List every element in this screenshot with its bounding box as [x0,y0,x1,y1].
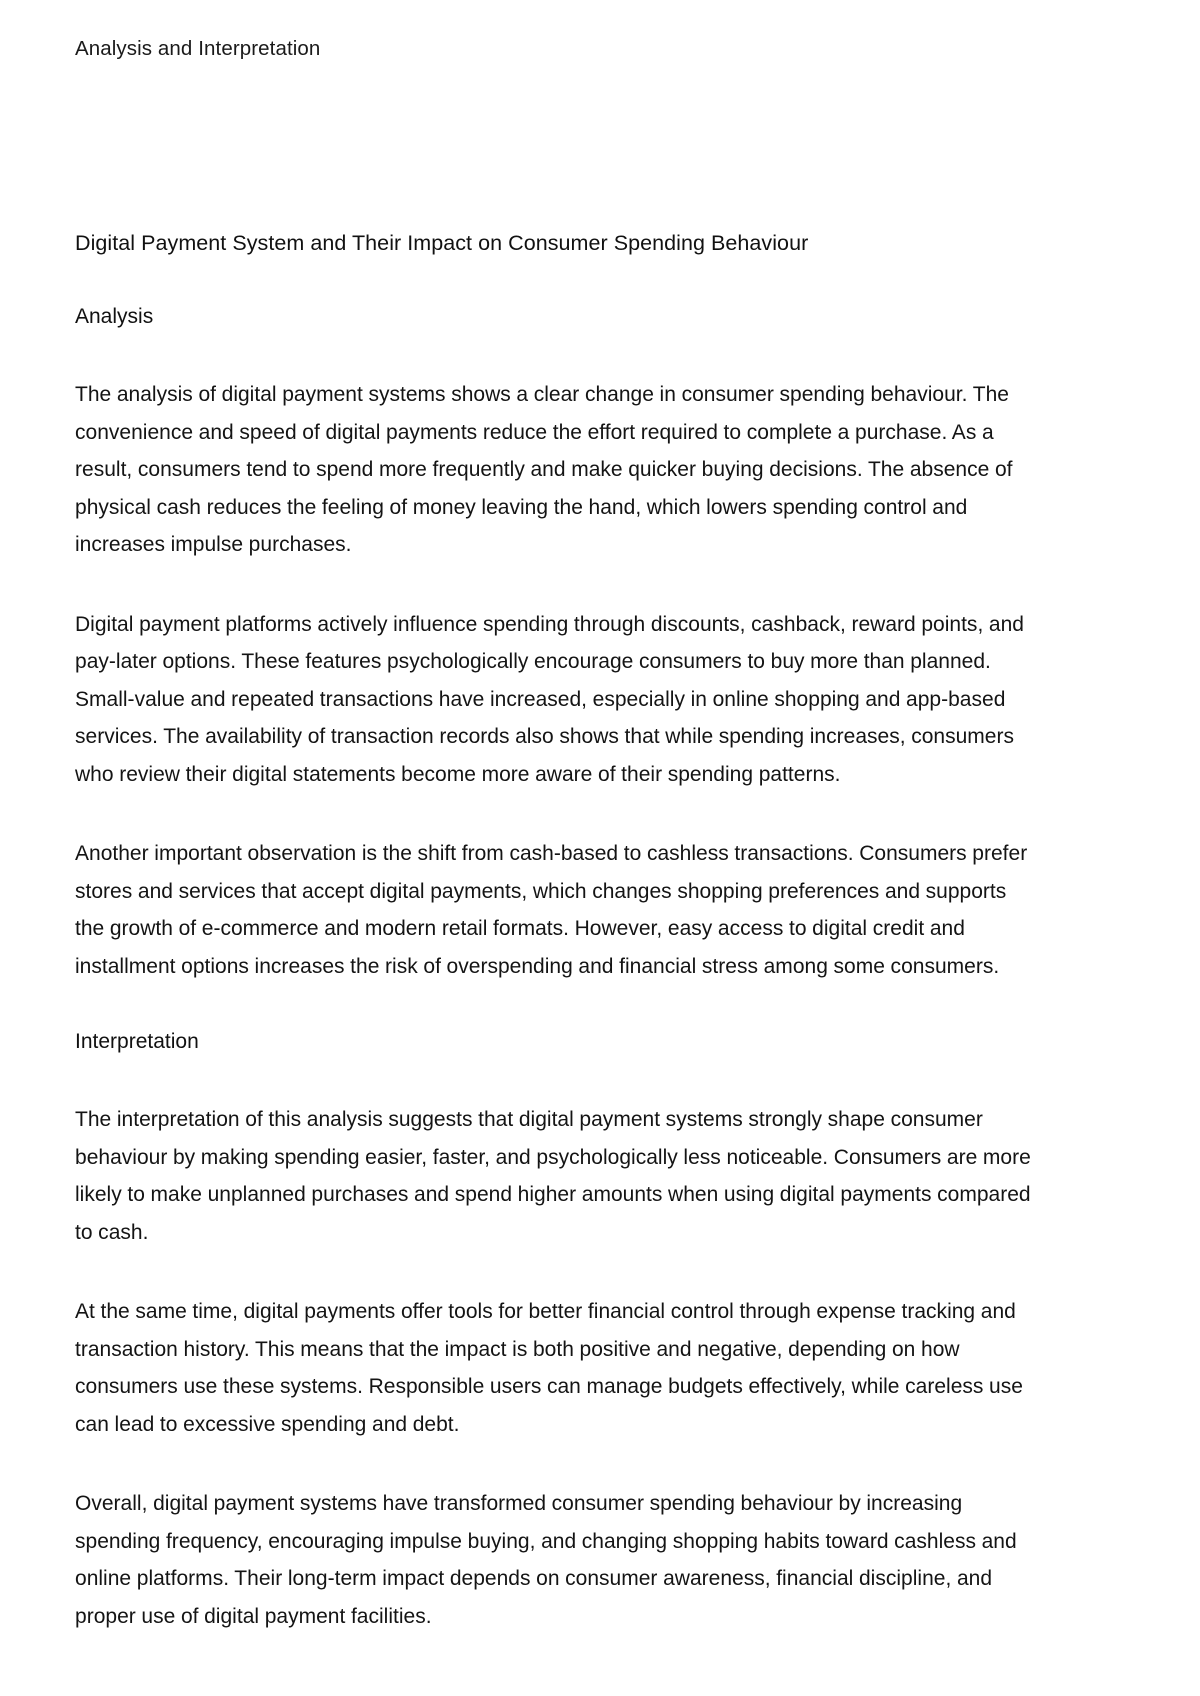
paragraph-interpretation-1: The interpretation of this analysis suggests that digital payment systems strongly shape consumer behaviour by making spending easier, faster, and psychologically less noticeable. Consumers are more likely to make unplanned purchases and spend higher amounts when using digital payments compared to cash. [75,1108,1031,1244]
paragraph-analysis-2: Digital payment platforms actively influence spending through discounts, cashback, reward points, and pay-later options. These features psychologically encourage consumers to buy more than planned. Small-value and repeated transactions have increased, especially in online shopping and app-based services. The availability of transaction records also shows that while spending increases, consumers who review their digital statements become more aware of their spending patterns. [75,612,1024,786]
document-title: Digital Payment System and Their Impact on Consumer Spending Behaviour [75,231,809,255]
paragraph-interpretation-2: At the same time, digital payments offer tools for better financial control through expense tracking and transaction history. This means that the impact is both positive and negative, depending on how consumers use these systems. Responsible users can manage budgets effectively, while careless use can lead to excessive spending and debt. [75,1300,1023,1436]
paragraph-analysis-3: Another important observation is the shift from cash-based to cashless transactions. Consumers prefer stores and services that accept digital payments, which changes shopping preferences and supports the growth of e-commerce and modern retail formats. However, easy access to digital credit and installment options increases the risk of overspending and financial stress among some consumers. [75,842,1028,978]
section-heading-analysis: Analysis [75,305,154,328]
document-body [75,228,1035,1635]
paragraph-analysis-1: The analysis of digital payment systems shows a clear change in consumer spending behaviour. The convenience and speed of digital payments reduce the effort required to complete a purchase. As a result, consumers tend to spend more frequently and make quicker buying decisions. The absence of physical cash reduces the feeling of money leaving the hand, which lowers spending control and increases impulse purchases. [75,383,1013,556]
running-head: Analysis and Interpretation [75,37,321,60]
section-heading-interpretation: Interpretation [75,1030,199,1053]
paragraph-interpretation-3: Overall, digital payment systems have transformed consumer spending behaviour by increasing spending frequency, encouraging impulse buying, and changing shopping habits toward cashless and online platforms. Their long-term impact depends on consumer awareness, financial discipline, and proper use of digital payment facilities. [75,1492,1017,1628]
